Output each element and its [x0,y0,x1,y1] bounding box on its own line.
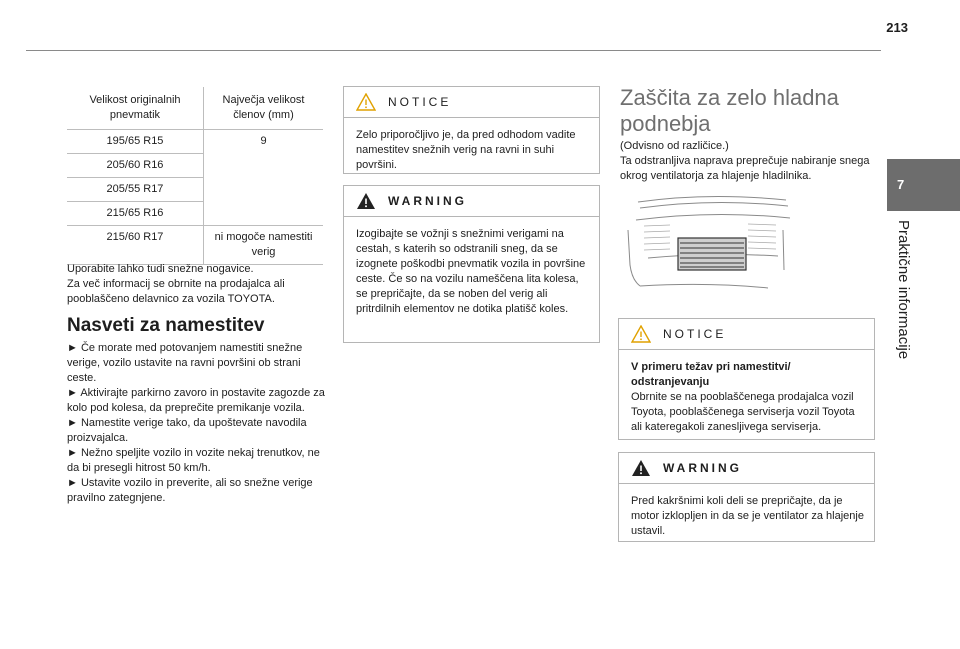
page-number: 213 [886,20,908,35]
notice-text: Obrnite se na pooblaščenega prodajalca vozil Toyota, pooblaščenega serviserja vozil Toyota ali kateregakoli zanesljivega serviserja. [631,391,855,433]
warning-title: WARNING [663,461,742,475]
table-header: Velikost originalnih pnevmatik [67,87,204,130]
warning-text: Pred kakršnimi koli deli se prepričajte, da je motor izklopljen in da se je ventilator za hlajenje ustavil. [631,495,864,537]
notice-body [619,350,874,443]
grille-cover-illustration [618,190,798,295]
notice-header [619,319,874,349]
table-cell: ni mogoče namestiti verig [204,226,324,265]
chapter-number: 7 [897,177,905,192]
section-heading: Zaščita za zelo hladna podnebja [620,85,839,136]
table-cell: 9 [204,130,324,226]
notice-text: Zelo priporočljivo je, da pred odhodom vadite namestitev snežnih verig na ravni in suhi površini. [356,129,576,171]
notice-box [343,86,600,174]
step-item: ► Namestite verige tako, da upoštevate navodila proizvajalca. [67,417,307,444]
warning-header [619,453,874,483]
intro-line: Za več informacij se obrnite na prodajalca ali pooblaščeno delavnico za vozila TOYOTA. [67,278,285,305]
step-item: ► Če morate med potovanjem namestiti snežne verige, vozilo ustavite na ravni površini ob strani ceste. [67,342,303,384]
description: Ta odstranljiva naprava preprečuje nabiranje snega okrog ventilatorja za hlajenje hladilnika. [620,155,870,182]
variant-note: (Odvisno od različice.) [620,140,729,152]
table-row [67,130,323,154]
warning-box [618,452,875,542]
table-header: Največja velikost členov (mm) [204,87,324,130]
chapter-title: Praktične informacije [895,220,912,360]
step-item: ► Ustavite vozilo in preverite, ali so snežne verige pravilno zategnjene. [67,477,313,504]
notice-header [344,87,599,117]
top-rule [26,50,881,51]
intro-line: Uporabite lahko tudi snežne nogavice. [67,263,254,275]
step-item: ► Aktivirajte parkirno zavoro in postavite zagozde za kolo pod kolesa, da preprečite premikanje vozila. [67,387,325,414]
notice-title: NOTICE [388,95,452,109]
step-item: ► Nežno speljite vozilo in vozite nekaj trenutkov, ne da bi presegli hitrost 50 km/h. [67,447,320,474]
notice-box [618,318,875,440]
tire-size-table [67,87,323,265]
notice-title: NOTICE [663,327,727,341]
table-cell: 205/60 R16 [67,154,204,178]
table-cell: 215/65 R16 [67,202,204,226]
warning-title: WARNING [388,194,467,208]
table-cell: 195/65 R15 [67,130,204,154]
table-row [67,226,323,265]
warning-triangle-icon [356,192,376,210]
notice-subheading: V primeru težav pri namestitvi/ odstranjevanju [631,361,791,388]
warning-triangle-icon [631,459,651,477]
warning-triangle-icon [356,93,376,111]
cold-climate-text [620,139,876,184]
install-steps [67,341,329,506]
warning-triangle-icon [631,325,651,343]
warning-text: Izogibajte se vožnji s snežnimi verigami na cestah, s katerih so odstranili sneg, da se izognete poškodbi pnevmatik vozila in površine ceste. Če so na vozilu nameščena lita kolesa, se prepričajte, da se noben del verig ali pritrdilnih elementov ne dotika platišč koles. [356,228,586,315]
intro-text [67,262,329,307]
warning-header [344,186,599,216]
table-cell: 205/55 R17 [67,178,204,202]
table-cell: 215/60 R17 [67,226,204,265]
section-heading: Nasveti za namestitev [67,315,265,336]
warning-box [343,185,600,343]
